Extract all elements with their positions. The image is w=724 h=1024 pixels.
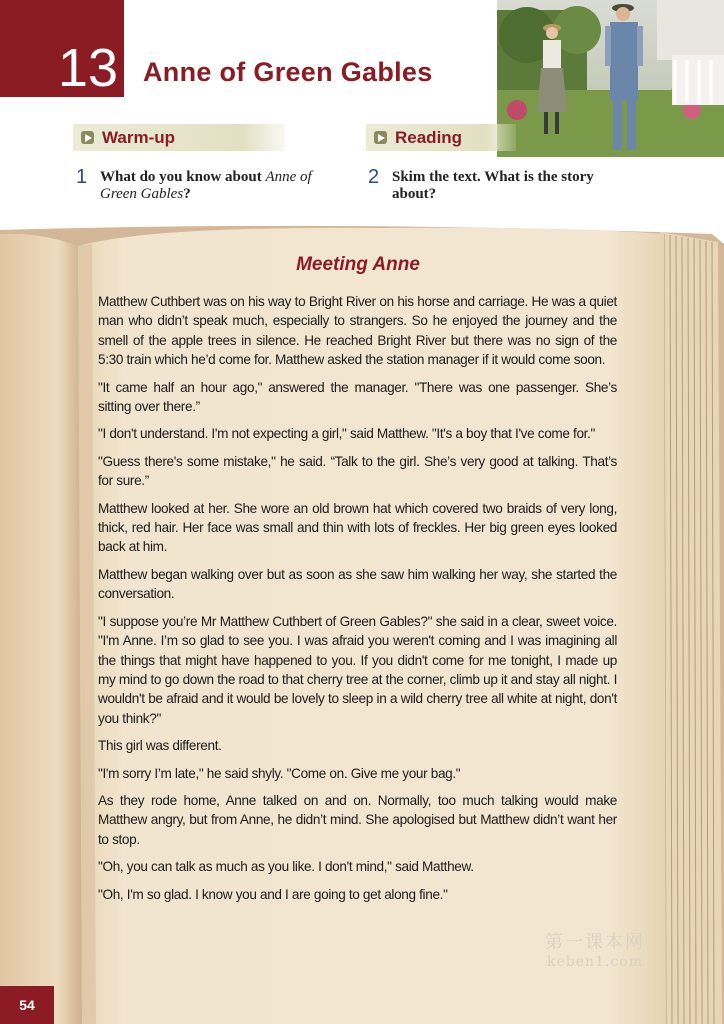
story-paragraph: "Oh, you can talk as much as you like. I don't mind," said Matthew.: [98, 859, 474, 875]
story-paragraph: "It came half an hour ago," answered the manager. "There was one passenger. She’s sitting over there.”: [98, 379, 617, 415]
play-bullet-icon: [81, 131, 94, 144]
unit-number-block: [0, 0, 124, 97]
play-bullet-icon: [374, 131, 387, 144]
story-title: Meeting Anne: [296, 254, 420, 275]
story-paragraph: Matthew looked at her. She wore an old brown hat which covered two braids of very long, thick, red hair. Her face was small and thin with lots of freckles. Her big green eyes looked back at him.: [98, 500, 617, 555]
story-paragraph: As they rode home, Anne talked on and on. Normally, too much talking would make Matthew angry, but from Anne, he didn’t mind. She apologised but Matthew didn’t want her to stop.: [98, 792, 617, 847]
unit-number: 13: [57, 38, 118, 98]
story-paragraph: "I suppose you’re Mr Matthew Cuthbert of Green Gables?" she said in a clear, sweet voice. "I'm Anne. I’m so glad to see you. I was afraid you weren't coming and I was imagining all the things that might have happened to you. If you didn't come for me tonight, I made up my mind to go down the road to that cherry tree at the corner, climb up it and stay all night. I wouldn't be afraid and it would be lovely to sleep in a wild cherry tree all white at night, don't you think?": [98, 613, 617, 726]
watermark: [545, 928, 645, 970]
question-number: 1: [76, 166, 88, 188]
question-2: [368, 166, 594, 203]
warmup-label: Warm-up: [102, 127, 176, 147]
warmup-tag: [73, 124, 285, 151]
question-number: 2: [368, 166, 380, 188]
story-text: [98, 292, 617, 912]
story-paragraph: "I don't understand. I'm not expecting a girl," said Matthew. "It's a boy that I've come for.": [98, 426, 596, 442]
story-paragraph: "I'm sorry I’m late," he said shyly. "Come on. Give me your bag.": [98, 765, 461, 781]
question-text: What do you know about Anne of Green Gables?: [100, 169, 312, 202]
page-number: 54: [0, 986, 54, 1024]
header-photo: [497, 0, 724, 157]
story-paragraph: "Oh, I'm so glad. I know you and I are going to get along fine.": [98, 886, 448, 902]
reading-tag: [366, 124, 516, 151]
watermark-chinese: 第一课本网: [545, 932, 645, 953]
reading-label: Reading: [395, 127, 463, 147]
story-paragraph: This girl was different.: [98, 738, 222, 754]
unit-title: Anne of Green Gables: [143, 57, 433, 87]
story-paragraph: Matthew Cuthbert was on his way to Bright River on his horse and carriage. He was a quiet man who didn’t speak much, especially to strangers. So he enjoyed the journey and the smell of the apple trees in silence. He reached Bright River but there was no sign of the 5:30 train which he’d come for. Matthew asked the station manager if it would come soon.: [98, 294, 617, 368]
story-paragraph: "Guess there's some mistake," he said. “Talk to the girl. She’s very good at talking. That’s for sure.”: [98, 453, 617, 489]
story-paragraph: Matthew began walking over but as soon as she saw him walking her way, she started the conversation.: [98, 566, 617, 602]
watermark-latin: keben1.com: [547, 954, 643, 970]
question-1: [76, 166, 312, 203]
question-text: Skim the text. What is the story about?: [392, 169, 594, 202]
